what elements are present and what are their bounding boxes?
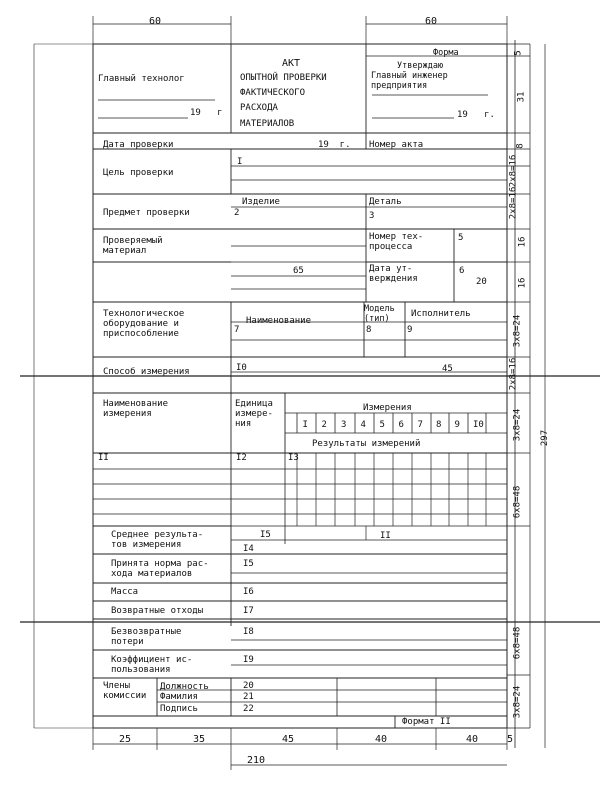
act-line-3: ФАКТИЧЕСКОГО [240, 88, 306, 98]
value-20: 20 [476, 277, 487, 287]
format-label: Формат II [402, 717, 451, 727]
surname-label: Фамилия [160, 692, 198, 702]
name-label: Наименование [246, 316, 312, 326]
field-17: I7 [243, 606, 254, 616]
act-number-label: Номер акта [369, 140, 424, 150]
dim-total-height: 297 [540, 429, 551, 447]
approver-right: Главный инженер предприятия [371, 71, 448, 91]
field-9: 9 [407, 325, 413, 335]
dim-right-2x8a: 2x8=16 [508, 154, 519, 188]
field-10: I0 [236, 363, 247, 373]
dim-right-5: 5 [513, 50, 524, 56]
mass-label: Масса [111, 587, 139, 597]
dim-total-width: 210 [247, 755, 266, 766]
measure-number-1: I [302, 420, 308, 430]
field-13: I3 [288, 453, 299, 463]
method-label: Способ измерения [103, 367, 190, 377]
field-7: 7 [234, 325, 240, 335]
act-line-5: МАТЕРИАЛОВ [240, 119, 295, 129]
unit-label: Единица измере- ния [235, 399, 273, 429]
results-label: Результаты измерений [312, 439, 421, 449]
part-label: Деталь [369, 197, 402, 207]
dim-top-right: 60 [425, 16, 438, 27]
dim-right-2x8b: 2x8=16 [508, 186, 519, 220]
act-line-2: ОПЫТНОЙ ПРОВЕРКИ [240, 73, 327, 83]
measure-number-3: 3 [341, 420, 347, 430]
field-5: 5 [458, 233, 464, 243]
field-15: I5 [260, 530, 271, 540]
dim-bottom-40a: 40 [375, 734, 388, 745]
measure-number-10: I0 [473, 420, 484, 430]
returnable-label: Возвратные отходы [111, 606, 204, 616]
measurements-label: Измерения [363, 403, 412, 413]
field-20: 20 [243, 681, 254, 691]
commission-label: Члены комиссии [103, 681, 147, 701]
dim-bottom-25: 25 [119, 734, 132, 745]
process-number-label: Номер тех- процесса [369, 232, 424, 252]
act-line-4: РАСХОДА [240, 103, 278, 113]
dim-bottom-40b: 40 [466, 734, 479, 745]
field-12: I2 [236, 453, 247, 463]
field-15b: I5 [243, 559, 254, 569]
measure-number-2: 2 [321, 420, 327, 430]
coef-label: Коэффициент ис- пользования [111, 655, 193, 675]
field-19: I9 [243, 655, 254, 665]
dim-right-2x8c: 2x8=16 [508, 357, 519, 391]
subject-label: Предмет проверки [103, 208, 190, 218]
nonreturnable-label: Безвозвратные потери [111, 627, 182, 647]
dim-bottom-35: 35 [193, 734, 206, 745]
dim-right-16a: 16 [517, 236, 528, 248]
field-8: 8 [366, 325, 372, 335]
field-1: I [237, 157, 243, 167]
dim-bottom-45: 45 [282, 734, 295, 745]
material-label: Проверяемый материал [103, 236, 163, 256]
avg-label: Среднее результа- тов измерения [111, 530, 204, 550]
field-21: 21 [243, 692, 254, 702]
year-left: 19 г [190, 108, 223, 118]
norm-label: Принята норма рас- хода материалов [111, 559, 209, 579]
position-label: Должность [160, 682, 209, 692]
date-year: 19 г. [318, 140, 351, 150]
dim-right-31: 31 [516, 91, 527, 103]
field-11: II [98, 453, 109, 463]
measure-number-7: 7 [417, 420, 423, 430]
equipment-label: Технологическое оборудование и приспособление [103, 309, 185, 339]
measure-number-5: 5 [379, 420, 385, 430]
measure-number-8: 8 [436, 420, 442, 430]
field-6: 6 [459, 266, 465, 276]
dim-right-8: 8 [515, 143, 526, 149]
act-line-1: АКТ [282, 58, 301, 69]
field-2: 2 [234, 208, 240, 218]
dim-bottom-5: 5 [507, 734, 514, 745]
dim-top-left: 60 [149, 16, 162, 27]
field-3: 3 [369, 211, 375, 221]
value-45: 45 [442, 364, 453, 374]
field-22: 22 [243, 704, 254, 714]
approval-date-label: Дата ут- верждения [369, 264, 418, 284]
purpose-label: Цель проверки [103, 168, 174, 178]
dim-right-3x8b: 3x8=24 [512, 408, 523, 442]
dim-right-3x8c: 3x8=24 [512, 685, 523, 719]
model-label: Модель (тип) [364, 304, 395, 324]
field-16: I6 [243, 587, 254, 597]
dim-right-16b: 16 [517, 277, 528, 289]
forma-label: Форма [433, 48, 459, 58]
year-right: 19 г. [457, 110, 495, 120]
executor-label: Исполнитель [411, 309, 471, 319]
dim-right-6x8a: 6x8=48 [512, 485, 523, 519]
dim-right-3x8a: 3x8=24 [512, 314, 523, 348]
approver-left: Главный технолог [98, 74, 185, 84]
product-label: Изделие [242, 197, 280, 207]
signature-label: Подпись [160, 704, 198, 714]
measure-number-6: 6 [398, 420, 404, 430]
approve-label: Утверждаю [397, 61, 444, 71]
measure-name-label: Наименование измерения [103, 399, 169, 419]
dim-right-6x8b: 6x8=48 [512, 626, 523, 660]
value-65: 65 [293, 266, 304, 276]
field-18: I8 [243, 627, 254, 637]
date-label: Дата проверки [103, 140, 174, 150]
field-ii: II [380, 531, 391, 541]
field-14: I4 [243, 544, 254, 554]
measure-number-9: 9 [454, 420, 460, 430]
measure-number-4: 4 [360, 420, 366, 430]
